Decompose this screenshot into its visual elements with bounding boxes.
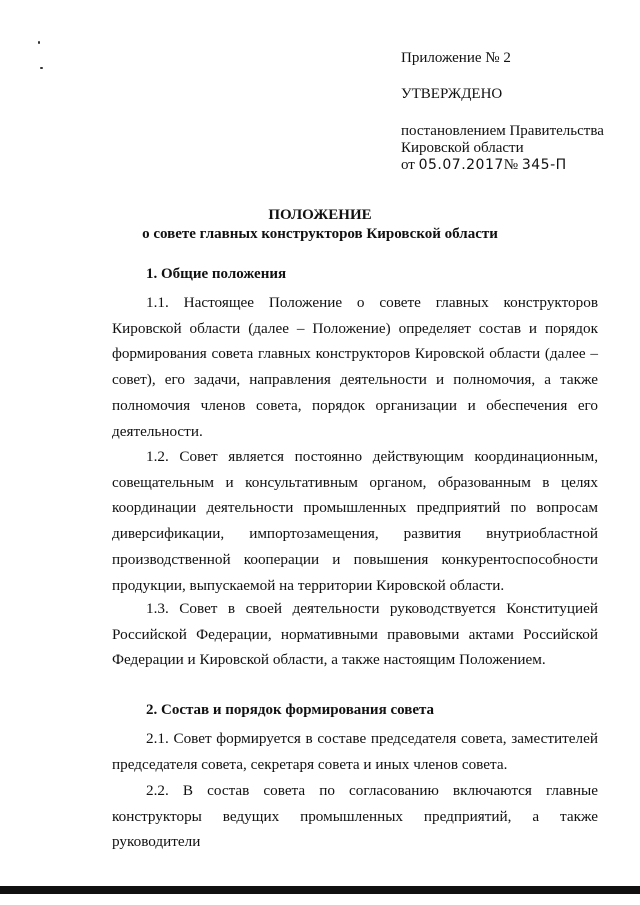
number-sign: № <box>503 157 519 173</box>
date-prefix: от <box>401 157 415 173</box>
scan-speck <box>38 41 40 44</box>
appendix-label: Приложение № 2 <box>401 50 511 66</box>
paragraph-1-3: 1.3. Совет в своей деятельности руководствуется Конституцией Российской Федерации, нормативными правовыми актами Российской Федерации и Кировской области, а также настоящим Положением. <box>112 600 598 669</box>
section-heading: 1. Общие положения <box>146 266 287 282</box>
handwritten-date: 05.07.2017 <box>418 157 504 173</box>
approval-block <box>401 50 604 174</box>
paragraph-2-2: 2.2. В состав совета по согласованию включаются главные конструкторы ведущих промышленных предприятий, а также руководители <box>112 782 598 851</box>
decree-date-line <box>401 157 604 174</box>
handwritten-number: 345-П <box>521 157 567 173</box>
paragraph-1-2: 1.2. Совет является постоянно действующим координационным, совещательным и консультативным органом, образованным в целях координации деятельности промышленных предприятий по вопросам диверсификации, импортозамещения, развития внутриобластной производственной кооперации и повышения конкурентоспособности продукции, выпускаемой на территории Кировской области. <box>112 448 598 594</box>
paragraph-2-1: 2.1. Совет формируется в составе председателя совета, заместителей председателя совета, секретаря совета и иных членов совета. <box>112 730 598 773</box>
paragraph-1-1: 1.1. Настоящее Положение о совете главных конструкторов Кировской области (далее – Положение) определяет состав и порядок формирования совета главных конструкторов Кировской области (далее – совет), его задачи, направления деятельности и полномочия, а также полномочия членов совета, порядок организации и обеспечения его деятельности. <box>112 294 598 440</box>
document-subtitle: о совете главных конструкторов Кировской области <box>142 226 498 242</box>
decree-line-1: постановлением Правительства <box>401 123 604 139</box>
section-heading: 2. Состав и порядок формирования совета <box>146 702 435 718</box>
decree-line-2: Кировской области <box>401 140 524 156</box>
scan-speck <box>40 67 43 69</box>
approved-label: УТВЕРЖДЕНО <box>401 86 503 102</box>
document-title: ПОЛОЖЕНИЕ <box>268 207 372 223</box>
scan-bottom-edge <box>0 886 640 894</box>
